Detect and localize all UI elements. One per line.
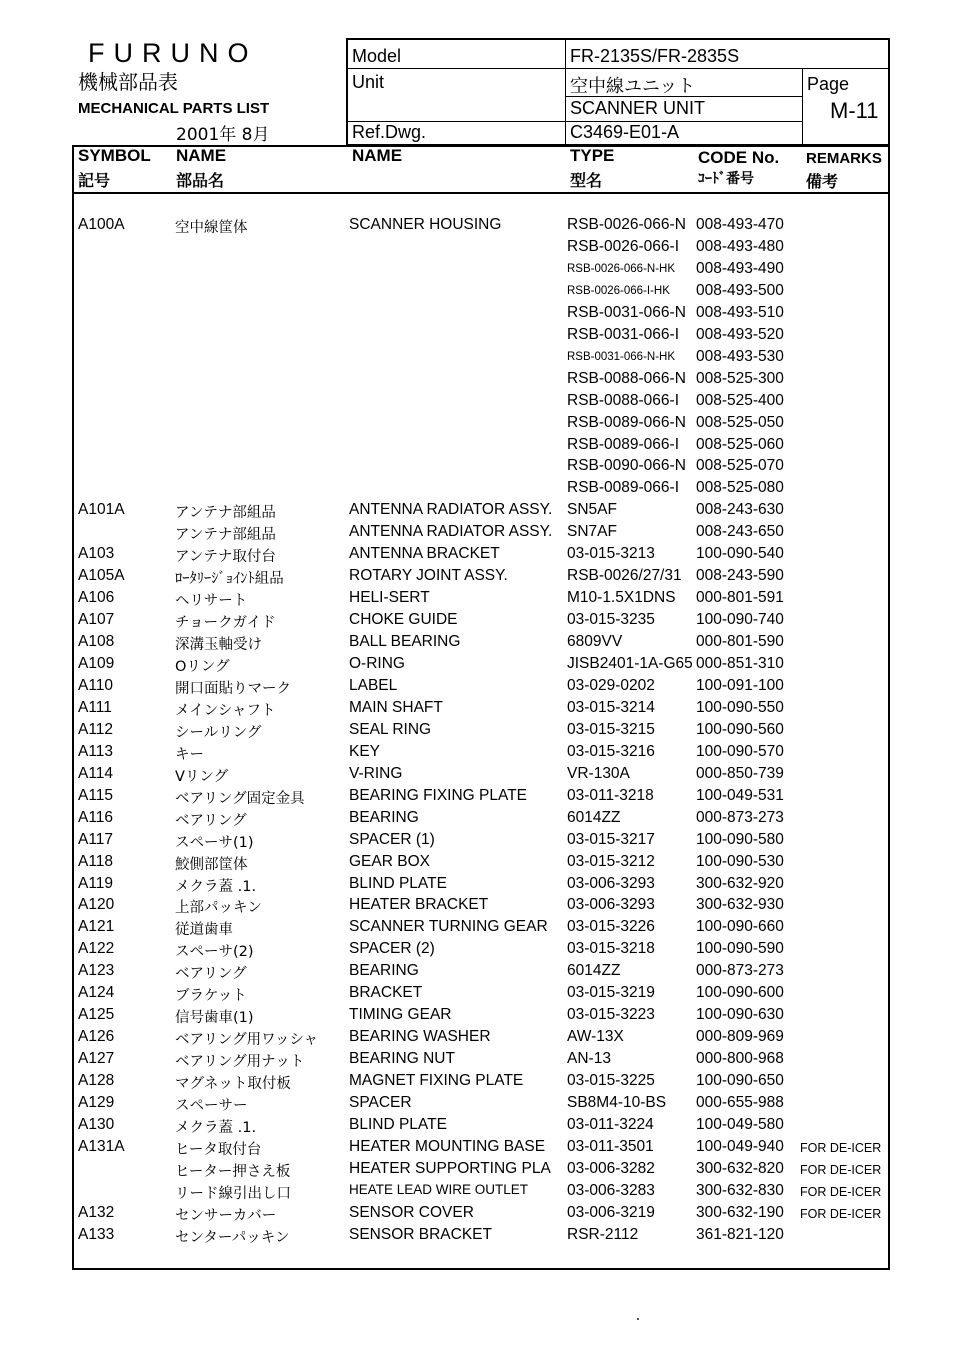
title-en: MECHANICAL PARTS LIST xyxy=(78,100,270,117)
row-symbol: A118 xyxy=(78,852,114,870)
row-code: 100-090-600 xyxy=(696,984,784,1002)
date: 2001年 8月 xyxy=(176,125,270,145)
row-code: 008-493-490 xyxy=(696,259,784,277)
row-type: RSB-0089-066-I xyxy=(567,479,680,497)
row-name-jp: 空中線筐体 xyxy=(175,220,248,236)
row-name-en: V-RING xyxy=(349,764,403,782)
unit-label: Unit xyxy=(352,72,385,92)
row-type: 03-015-3215 xyxy=(567,720,655,738)
row-symbol: A127 xyxy=(78,1050,115,1068)
row-name-jp: メインシャフト xyxy=(175,702,276,719)
row-code: 008-493-480 xyxy=(696,237,784,255)
row-symbol: A103 xyxy=(78,545,115,563)
row-type: RSB-0026/27/31 xyxy=(567,567,682,585)
row-name-jp: ﾛｰﾀﾘｰｼﾞｮｲﾝﾄ組品 xyxy=(175,571,284,588)
row-code: 008-493-520 xyxy=(696,325,784,343)
row-type: RSB-0089-066-I xyxy=(567,435,680,453)
row-code: 100-090-660 xyxy=(696,918,784,936)
row-name-en: SPACER xyxy=(349,1094,412,1111)
scan-speck xyxy=(637,1318,639,1320)
row-name-jp: ベアリング xyxy=(175,812,247,829)
row-name-en: SPACER (1) xyxy=(349,830,435,848)
row-symbol: A131A xyxy=(78,1137,125,1155)
col-code-jp: ｺｰﾄﾞ番号 xyxy=(698,171,754,187)
row-symbol: A100A xyxy=(78,216,125,233)
row-name-jp: マグネット取付板 xyxy=(175,1076,291,1093)
row-name-en: O-RING xyxy=(349,655,405,672)
row-name-jp: 深溝玉軸受け xyxy=(175,637,262,654)
row-type: 03-015-3217 xyxy=(567,830,655,848)
row-symbol: A117 xyxy=(78,830,114,848)
row-code: 000-800-968 xyxy=(696,1050,784,1068)
row-code: 000-801-590 xyxy=(696,633,784,651)
row-type: RSB-0031-066-N-HK xyxy=(567,350,676,363)
row-remarks: FOR DE-ICER xyxy=(800,1162,882,1177)
row-remarks: FOR DE-ICER xyxy=(800,1140,882,1155)
row-code: 100-090-550 xyxy=(696,698,784,716)
row-name-jp: ベアリング固定金具 xyxy=(175,790,305,807)
row-name-en: HEATER SUPPORTING PLA xyxy=(349,1159,551,1177)
row-name-jp: Oリング xyxy=(175,659,230,675)
row-symbol: A107 xyxy=(78,611,115,629)
row-type: RSB-0026-066-N-HK xyxy=(567,262,676,275)
row-symbol: A122 xyxy=(78,940,115,958)
row-symbol: A115 xyxy=(78,786,114,804)
row-symbol: A128 xyxy=(78,1072,115,1090)
row-name-en: BLIND PLATE xyxy=(349,874,447,892)
row-name-jp: アンテナ部組品 xyxy=(175,527,276,544)
row-name-en: BEARING NUT xyxy=(349,1050,455,1068)
row-type: 03-006-3293 xyxy=(567,896,655,914)
row-name-en: BEARING xyxy=(349,808,419,826)
model-label: Model xyxy=(352,46,402,66)
row-code: 008-525-050 xyxy=(696,413,784,431)
row-symbol: A101A xyxy=(78,501,125,519)
row-type: 03-006-3219 xyxy=(567,1203,655,1221)
row-symbol: A111 xyxy=(78,698,112,716)
row-name-jp: ヘリサート xyxy=(175,593,248,610)
row-name-jp: リード線引出し口 xyxy=(175,1185,291,1202)
row-name-en: ANTENNA RADIATOR ASSY. xyxy=(349,523,553,541)
row-name-en: BEARING xyxy=(349,962,419,980)
row-code: 000-873-273 xyxy=(696,962,784,980)
row-name-en: ANTENNA BRACKET xyxy=(349,545,500,563)
row-type: RSB-0088-066-I xyxy=(567,391,680,409)
row-code: 008-493-470 xyxy=(696,216,784,233)
page-label: Page xyxy=(807,74,850,94)
row-code: 008-525-300 xyxy=(696,369,784,387)
row-type: RSB-0090-066-N xyxy=(567,457,686,475)
row-name-jp: スペーサ(1) xyxy=(175,834,254,851)
row-name-en: MAIN SHAFT xyxy=(349,698,443,716)
row-type: RSR-2112 xyxy=(567,1225,639,1243)
row-code: 000-851-310 xyxy=(696,655,784,672)
row-symbol: A110 xyxy=(78,676,114,694)
row-type: 03-006-3293 xyxy=(567,874,655,892)
row-code: 000-809-969 xyxy=(696,1028,784,1046)
row-name-en: SCANNER TURNING GEAR xyxy=(349,918,548,936)
row-type: M10-1.5X1DNS xyxy=(567,589,676,607)
row-symbol: A121 xyxy=(78,918,115,936)
row-name-jp: センターパッキン xyxy=(175,1229,290,1246)
row-name-jp: ヒータ取付台 xyxy=(175,1141,262,1158)
row-name-jp: センサーカバー xyxy=(175,1207,277,1224)
row-type: RSB-0026-066-I-HK xyxy=(567,284,670,297)
row-type: 03-006-3282 xyxy=(567,1159,655,1177)
row-type: 03-015-3213 xyxy=(567,545,655,563)
row-symbol: A133 xyxy=(78,1225,115,1243)
row-type: RSB-0089-066-N xyxy=(567,413,686,431)
row-name-jp: チョークガイド xyxy=(175,615,276,632)
row-name-jp: 鮫側部筐体 xyxy=(175,856,248,873)
row-symbol: A109 xyxy=(78,655,115,672)
header-divider xyxy=(346,68,890,69)
row-type: RSB-0031-066-N xyxy=(567,303,686,321)
col-code: CODE No. xyxy=(698,148,780,167)
row-name-en: ROTARY JOINT ASSY. xyxy=(349,567,508,585)
row-symbol: A132 xyxy=(78,1203,115,1221)
row-symbol: A116 xyxy=(78,808,114,826)
row-code: 100-090-590 xyxy=(696,940,784,958)
row-code: 008-493-510 xyxy=(696,303,784,321)
row-name-jp: ベアリング xyxy=(175,966,247,983)
row-type: AW-13X xyxy=(567,1028,624,1046)
row-type: 03-015-3216 xyxy=(567,742,655,760)
row-code: 008-243-650 xyxy=(696,523,784,541)
row-symbol: A124 xyxy=(78,984,115,1002)
header-divider xyxy=(565,38,566,146)
row-type: SN7AF xyxy=(567,523,617,541)
row-type: 03-015-3212 xyxy=(567,852,655,870)
row-type: 03-015-3225 xyxy=(567,1072,655,1090)
row-type: 03-011-3224 xyxy=(567,1115,654,1133)
row-name-en: GEAR BOX xyxy=(349,852,430,870)
row-type: 03-015-3226 xyxy=(567,918,655,936)
row-name-en: SENSOR COVER xyxy=(349,1203,474,1221)
row-type: JISB2401-1A-G65 xyxy=(567,655,693,672)
row-name-en: HEATER MOUNTING BASE xyxy=(349,1137,546,1155)
row-name-en: HEATER BRACKET xyxy=(349,896,489,914)
row-code: 100-090-570 xyxy=(696,742,784,760)
row-name-en: BEARING WASHER xyxy=(349,1028,491,1046)
row-symbol: A112 xyxy=(78,720,114,738)
row-type: 03-006-3283 xyxy=(567,1181,655,1199)
row-name-en: LABEL xyxy=(349,676,398,694)
row-code: 361-821-120 xyxy=(696,1225,784,1243)
row-code: 008-525-400 xyxy=(696,391,784,409)
row-name-en: KEY xyxy=(349,742,381,760)
row-name-jp: 開口面貼りマーク xyxy=(175,680,291,697)
col-remarks-jp: 備考 xyxy=(806,172,839,191)
row-type: 03-029-0202 xyxy=(567,676,655,694)
page-number: M-11 xyxy=(830,98,879,123)
row-code: 100-090-740 xyxy=(696,611,784,629)
col-type: TYPE xyxy=(570,146,615,165)
row-code: 100-049-940 xyxy=(696,1137,784,1155)
row-code: 000-873-273 xyxy=(696,808,784,826)
row-name-en: BRACKET xyxy=(349,984,423,1002)
col-name-jp: 部品名 xyxy=(176,171,225,190)
row-name-en: BEARING FIXING PLATE xyxy=(349,786,528,804)
row-type: RSB-0031-066-I xyxy=(567,325,680,343)
row-type: 03-015-3218 xyxy=(567,940,655,958)
row-symbol: A119 xyxy=(78,874,114,892)
table-header-divider xyxy=(72,192,890,194)
row-name-jp: スペーサ(2) xyxy=(175,944,254,961)
row-type: 6014ZZ xyxy=(567,808,621,826)
row-code: 008-243-590 xyxy=(696,567,784,585)
row-symbol: A106 xyxy=(78,589,115,607)
row-code: 008-525-060 xyxy=(696,435,784,453)
row-code: 000-655-988 xyxy=(696,1094,784,1111)
row-code: 008-493-500 xyxy=(696,281,784,299)
row-code: 100-090-530 xyxy=(696,852,784,870)
row-symbol: A113 xyxy=(78,742,114,760)
row-code: 300-632-920 xyxy=(696,874,784,892)
title-jp: 機械部品表 xyxy=(78,70,178,94)
row-code: 300-632-820 xyxy=(696,1159,784,1177)
refdwg-value: C3469-E01-A xyxy=(570,122,680,142)
row-type: 03-015-3223 xyxy=(567,1006,655,1024)
row-name-en: SENSOR BRACKET xyxy=(349,1225,492,1243)
unit-value-en: SCANNER UNIT xyxy=(570,98,706,118)
row-code: 100-091-100 xyxy=(696,676,784,694)
row-name-jp: メクラ蓋 .1. xyxy=(175,878,257,895)
refdwg-label: Ref.Dwg. xyxy=(352,122,427,142)
row-symbol: A125 xyxy=(78,1006,115,1024)
row-symbol: A126 xyxy=(78,1028,115,1046)
row-name-en: BLIND PLATE xyxy=(349,1115,447,1133)
col-name-en: NAME xyxy=(352,146,403,165)
row-type: 03-011-3501 xyxy=(567,1137,654,1155)
row-name-en: BALL BEARING xyxy=(349,633,461,651)
row-name-en: MAGNET FIXING PLATE xyxy=(349,1072,524,1090)
brand-logo: FURUNO xyxy=(88,38,258,68)
row-code: 300-632-830 xyxy=(696,1181,784,1199)
row-type: RSB-0088-066-N xyxy=(567,369,686,387)
row-code: 300-632-190 xyxy=(696,1203,784,1221)
row-code: 100-090-630 xyxy=(696,1006,784,1024)
row-type: VR-130A xyxy=(567,764,630,782)
row-name-en: SEAL RING xyxy=(349,720,432,738)
col-remarks: REMARKS xyxy=(806,150,882,167)
row-type: RSB-0026-066-N xyxy=(567,216,686,233)
row-type: 6014ZZ xyxy=(567,962,621,980)
row-remarks: FOR DE-ICER xyxy=(800,1206,882,1221)
row-type: SB8M4-10-BS xyxy=(567,1094,667,1111)
row-code: 008-525-080 xyxy=(696,479,784,497)
row-name-jp: シールリング xyxy=(175,724,262,741)
row-type: AN-13 xyxy=(567,1050,611,1068)
row-code: 100-090-560 xyxy=(696,720,784,738)
row-symbol: A114 xyxy=(78,764,114,782)
row-name-jp: スペーサー xyxy=(175,1098,248,1114)
row-symbol: A130 xyxy=(78,1115,115,1133)
row-name-jp: ベアリング用ナット xyxy=(175,1054,305,1071)
row-code: 100-090-580 xyxy=(696,830,784,848)
row-name-jp: 上部パッキン xyxy=(175,900,262,917)
row-name-jp: アンテナ取付台 xyxy=(175,549,276,566)
row-name-jp: アンテナ部組品 xyxy=(175,505,276,522)
row-symbol: A108 xyxy=(78,633,115,651)
row-code: 000-801-591 xyxy=(696,589,784,607)
row-name-en: CHOKE GUIDE xyxy=(349,611,458,629)
row-remarks: FOR DE-ICER xyxy=(800,1184,882,1199)
row-type: 03-011-3218 xyxy=(567,786,654,804)
row-code: 100-090-650 xyxy=(696,1072,784,1090)
row-type: SN5AF xyxy=(567,501,617,519)
row-name-jp: ベアリング用ワッシャ xyxy=(175,1032,319,1049)
row-name-en: HELI-SERT xyxy=(349,589,430,607)
row-name-jp: メクラ蓋 .1. xyxy=(175,1119,257,1136)
row-code: 100-049-580 xyxy=(696,1115,784,1133)
unit-value-jp: 空中線ユニット xyxy=(570,76,696,97)
row-code: 300-632-930 xyxy=(696,896,784,914)
row-name-en: SCANNER HOUSING xyxy=(349,216,502,233)
col-symbol: SYMBOL xyxy=(78,146,151,165)
row-code: 008-243-630 xyxy=(696,501,784,519)
col-name: NAME xyxy=(176,146,227,165)
row-symbol: A105A xyxy=(78,567,125,585)
row-name-en: ANTENNA RADIATOR ASSY. xyxy=(349,501,553,519)
row-symbol: A123 xyxy=(78,962,115,980)
row-name-en: SPACER (2) xyxy=(349,940,435,958)
row-code: 008-493-530 xyxy=(696,347,784,365)
row-name-jp: ヒーター押さえ板 xyxy=(175,1163,291,1180)
row-symbol: A129 xyxy=(78,1094,115,1111)
row-name-en: TIMING GEAR xyxy=(349,1006,452,1024)
row-type: RSB-0026-066-I xyxy=(567,237,680,255)
row-code: 000-850-739 xyxy=(696,764,784,782)
row-name-jp: ブラケット xyxy=(175,988,247,1005)
row-name-jp: Vリング xyxy=(175,768,229,785)
row-symbol: A120 xyxy=(78,896,115,914)
row-name-en: HEATE LEAD WIRE OUTLET xyxy=(349,1181,529,1197)
header-divider xyxy=(802,68,803,146)
row-type: 6809VV xyxy=(567,633,623,651)
col-type-jp: 型名 xyxy=(570,171,603,190)
row-code: 100-049-531 xyxy=(696,786,784,804)
row-code: 008-525-070 xyxy=(696,457,784,475)
row-name-jp: 信号歯車(1) xyxy=(175,1010,254,1027)
row-name-jp: キー xyxy=(175,746,204,763)
row-code: 100-090-540 xyxy=(696,545,784,563)
row-type: 03-015-3214 xyxy=(567,698,655,716)
model-value: FR-2135S/FR-2835S xyxy=(570,46,740,66)
col-symbol-jp: 記号 xyxy=(78,171,111,190)
row-type: 03-015-3235 xyxy=(567,611,655,629)
row-type: 03-015-3219 xyxy=(567,984,655,1002)
row-name-jp: 従道歯車 xyxy=(175,922,233,939)
